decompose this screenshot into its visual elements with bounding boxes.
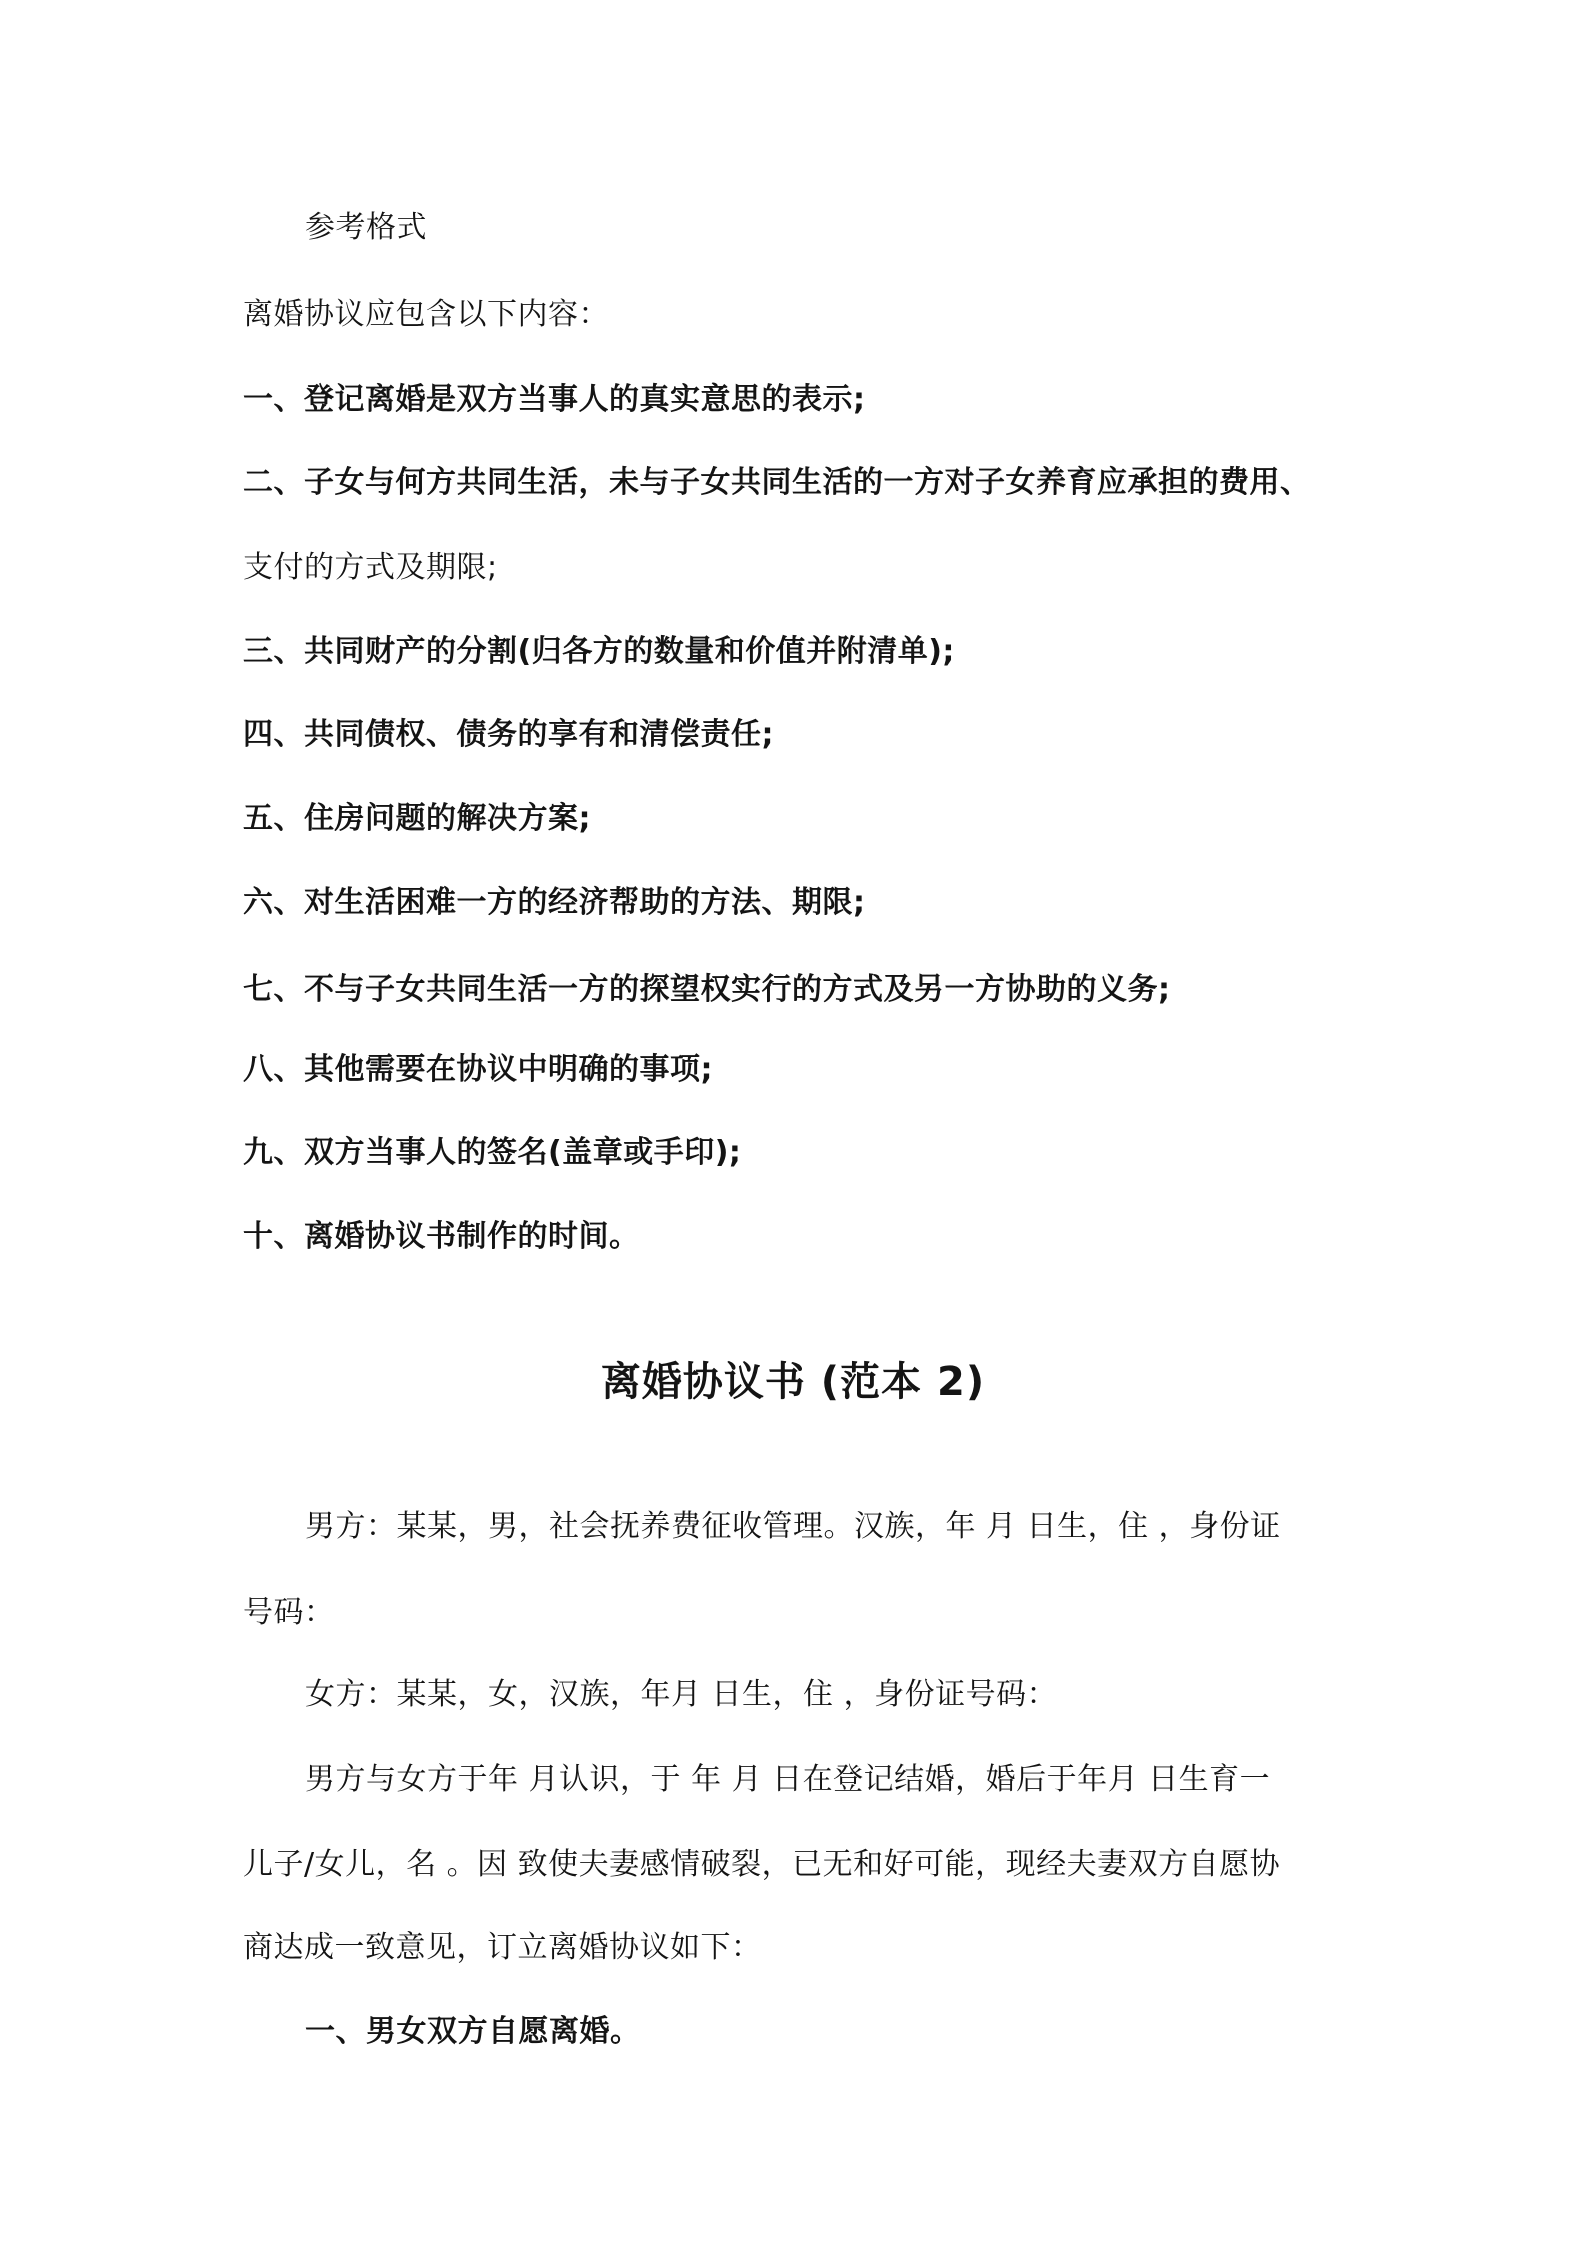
reference-item: 二、子女与何方共同生活，未与子女共同生活的一方对子女养育应承担的费用、 — [243, 465, 1311, 500]
reference-item: 五、住房问题的解决方案; — [243, 801, 591, 836]
reference-item: 三、共同财产的分割(归各方的数量和价值并附清单); — [243, 634, 955, 669]
reference-item: 四、共同债权、债务的享有和清偿责任; — [243, 717, 774, 752]
reference-item: 六、对生活困难一方的经济帮助的方法、期限; — [243, 885, 866, 920]
reference-item: 一、登记离婚是双方当事人的真实意思的表示; — [243, 382, 866, 417]
sample-clause-heading: 一、男女双方自愿离婚。 — [305, 2014, 641, 2049]
reference-item: 十、离婚协议书制作的时间。 — [243, 1219, 640, 1254]
sample-paragraph-line: 号码： — [243, 1595, 335, 1630]
reference-item: 九、双方当事人的签名(盖章或手印); — [243, 1135, 742, 1170]
sample-paragraph-line: 女方：某某，女，汉族，年月 日生，住 ，身份证号码： — [305, 1677, 1058, 1712]
sample-paragraph-line: 男方：某某，男，社会抚养费征收管理。汉族，年 月 日生，住 ，身份证 — [305, 1509, 1281, 1544]
sample-title: 离婚协议书 (范本 2) — [600, 1359, 986, 1405]
sample-paragraph-line: 男方与女方于年 月认识，于 年 月 日在登记结婚，婚后于年月 日生育一 — [305, 1762, 1271, 1797]
sample-paragraph-line: 商达成一致意见，订立离婚协议如下： — [243, 1930, 762, 1965]
reference-item: 七、不与子女共同生活一方的探望权实行的方式及另一方协助的义务; — [243, 972, 1171, 1007]
reference-item: 八、其他需要在协议中明确的事项; — [243, 1052, 713, 1087]
sample-paragraph-line: 儿子/女儿，名 。因 致使夫妻感情破裂，已无和好可能，现经夫妻双方自愿协 — [243, 1847, 1281, 1882]
reference-intro: 离婚协议应包含以下内容： — [243, 297, 609, 332]
reference-item-continuation: 支付的方式及期限; — [243, 550, 498, 585]
reference-heading: 参考格式 — [305, 210, 427, 245]
